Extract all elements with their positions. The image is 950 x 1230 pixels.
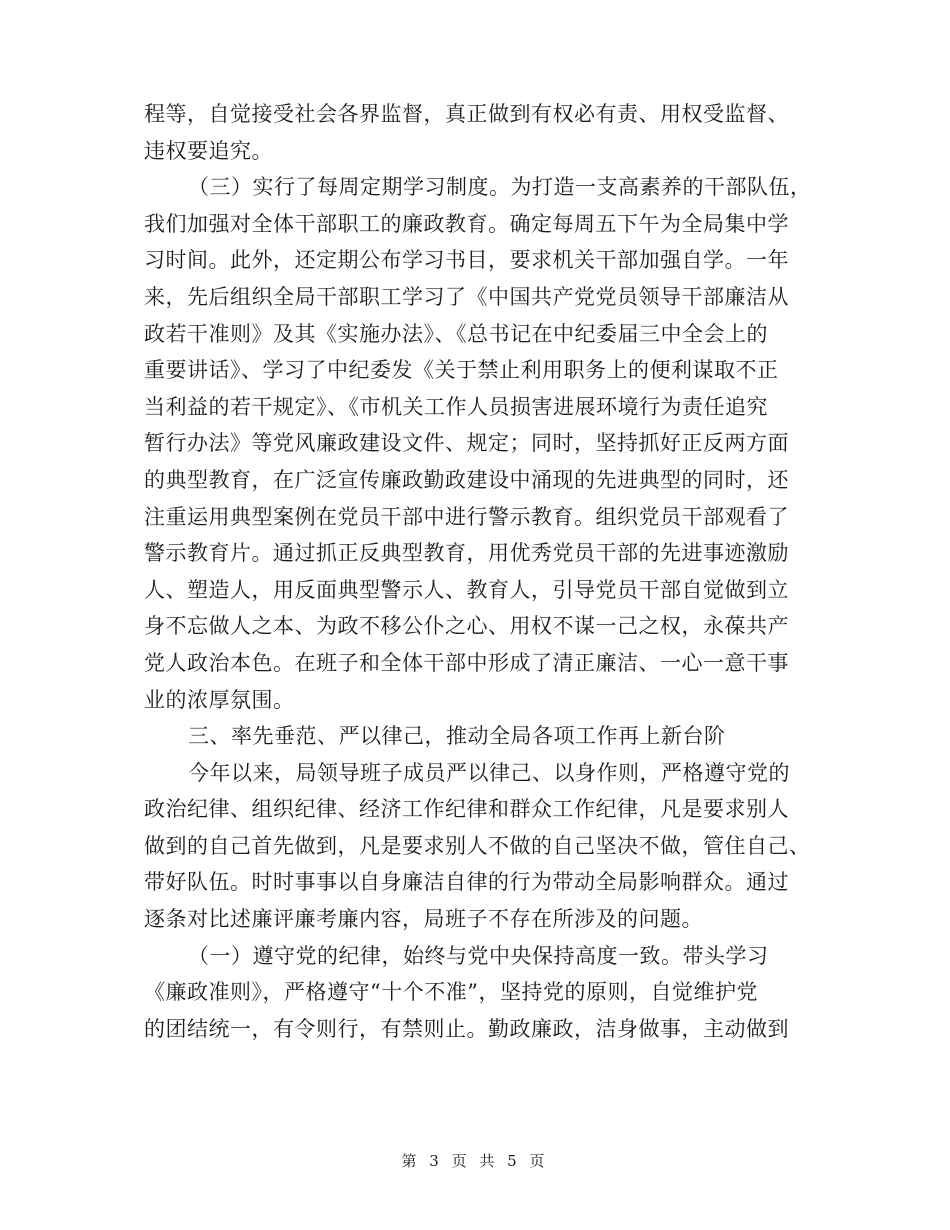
text-line: 的团结统一，有令则行，有禁则止。勤政廉政，洁身做事，主动做到: [144, 1016, 789, 1041]
text-line: 警示教育片。通过抓正反典型教育，用优秀党员干部的先进事迹激励: [144, 541, 789, 566]
text-line: 程等，自觉接受社会各界监督，真正做到有权必有责、用权受监督、: [144, 102, 789, 126]
text-line: 今年以来，局领导班子成员严以律己、以身作则，严格遵守党的: [188, 760, 790, 785]
text-line: 重要讲话》、学习了中纪委发《关于禁止利用职务上的便利谋取不正: [144, 358, 779, 383]
document-body: [144, 96, 816, 1047]
text-line: 习时间。此外，还定期公布学习书目，要求机关干部加强自学。一年: [144, 248, 789, 273]
text-line: （一）遵守党的纪律，始终与党中央保持高度一致。带头学习: [188, 943, 769, 968]
text-line: 业的浓厚氛围。: [144, 687, 295, 712]
text-line: 注重运用典型案例在党员干部中进行警示教育。组织党员干部观看了: [144, 504, 789, 529]
text-line: 做到的自己首先做到，凡是要求别人不做的自己坚决不做，管住自己、: [144, 833, 811, 858]
text-line: 违权要追究。: [144, 138, 273, 163]
text-line: 逐条对比述廉评廉考廉内容，局班子不存在所涉及的问题。: [144, 907, 703, 932]
text-line: 政治纪律、组织纪律、经济工作纪律和群众工作纪律，凡是要求别人: [144, 797, 789, 822]
text-line: 的典型教育，在广泛宣传廉政勤政建设中涌现的先进典型的同时，还: [144, 467, 789, 492]
text-line: 来，先后组织全局干部职工学习了《中国共产党党员领导干部廉洁从: [144, 284, 789, 309]
text-line: 身不忘做人之本、为政不移公仆之心、用权不谋一己之权，永葆共产: [144, 614, 789, 639]
text-line: 暂行办法》等党风廉政建设文件、规定；同时，坚持抓好正反两方面: [144, 431, 789, 456]
text-line: （三）实行了每周定期学习制度。为打造一支高素养的干部队伍，: [188, 175, 812, 200]
text-line: 我们加强对全体干部职工的廉政教育。确定每周五下午为全局集中学: [144, 211, 789, 236]
text-line: 当利益的若干规定》、《市机关工作人员损害进展环境行为责任追究: [144, 394, 768, 419]
page-number-footer: 第 3 页 共 5 页: [401, 1152, 549, 1170]
text-line: 党人政治本色。在班子和全体干部中形成了清正廉洁、一心一意干事: [144, 650, 789, 675]
text-line: 人、塑造人，用反面典型警示人、教育人，引导党员干部自觉做到立: [144, 577, 789, 602]
text-line: 《廉政准则》，严格遵守“十个不准”，坚持党的原则，自觉维护党: [144, 980, 758, 1005]
text-line: 政若干准则》及其《实施办法》、《总书记在中纪委届三中全会上的: [144, 321, 768, 346]
section-heading: 三、率先垂范、严以律己，推动全局各项工作再上新台阶: [188, 724, 726, 749]
text-line: 带好队伍。时时事事以自身廉洁自律的行为带动全局影响群众。通过: [144, 870, 789, 895]
